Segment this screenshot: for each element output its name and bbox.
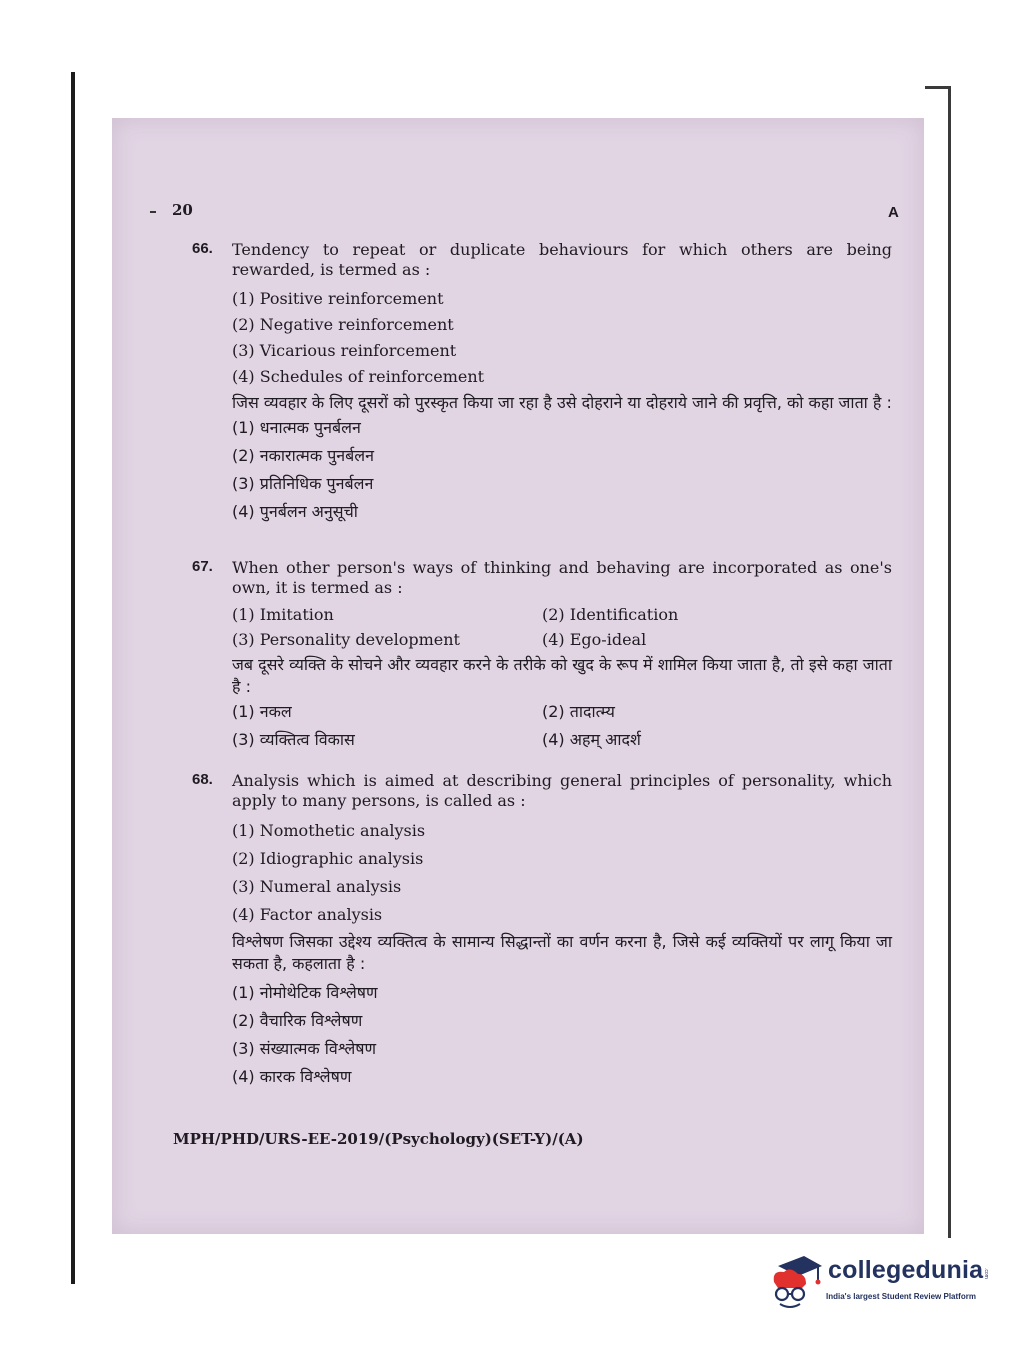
option-4-hindi: (4) पुनर्बलन अनुसूची	[232, 502, 358, 521]
option-3-hindi: (3) संख्यात्मक विश्लेषण	[232, 1039, 377, 1058]
option-4-hindi: (4) कारक विश्लेषण	[232, 1067, 352, 1086]
option-1: (1) Positive reinforcement	[232, 289, 444, 308]
question-number: 66.	[192, 240, 213, 257]
question-text: When other person's ways of thinking and behaving are incorporated as one's own, it is termed as :	[232, 558, 892, 597]
option-3: (3) Personality development	[232, 630, 460, 649]
option-1-hindi: (1) नोमोथेटिक विश्लेषण	[232, 983, 378, 1002]
option-2-hindi: (2) वैचारिक विश्लेषण	[232, 1011, 363, 1030]
option-3: (3) Numeral analysis	[232, 877, 402, 896]
option-1: (1) Imitation	[232, 605, 334, 624]
question-68	[192, 771, 892, 1091]
logo-tagline: India's largest Student Review Platform	[826, 1292, 976, 1301]
option-3: (3) Vicarious reinforcement	[232, 341, 457, 360]
question-text-hindi: विश्लेषण जिसका उद्देश्य व्यक्तित्व के सामान्य सिद्धान्तों का वर्णन करना है, जिसे कई व्यक्तियों पर लागू किया जा सकता है, कहलाता है :	[232, 932, 892, 973]
option-2: (2) Identification	[542, 605, 679, 624]
scan-edge-left	[71, 72, 75, 1284]
options-row-2-hindi	[232, 726, 892, 754]
set-letter: A	[888, 204, 899, 221]
option-4: (4) Factor analysis	[232, 905, 383, 924]
options-row-2	[232, 627, 892, 652]
paper-code-footer: MPH/PHD/URS-EE-2019/(Psychology)(SET-Y)/(A)	[173, 1130, 584, 1148]
option-4: (4) Ego-ideal	[542, 630, 647, 649]
option-1-hindi: (1) नकल	[232, 702, 292, 721]
options-row-1	[232, 602, 892, 627]
question-text: Analysis which is aimed at describing general principles of personality, which apply to many persons, is called as :	[232, 771, 892, 810]
question-text-hindi: जिस व्यवहार के लिए दूसरों को पुरस्कृत किया जा रहा है उसे दोहराने या दोहराये जाने की प्रवृत्ति, को कहा जाता है :	[232, 393, 892, 412]
scan-edge-right	[948, 88, 951, 1238]
question-67	[192, 558, 892, 754]
question-text-hindi: जब दूसरे व्यक्ति के सोचने और व्यवहार करने के तरीके को खुद के रूप में शामिल किया जाता है, तो इसे कहा जाता है :	[232, 655, 892, 696]
option-2: (2) Idiographic analysis	[232, 849, 424, 868]
option-2: (2) Negative reinforcement	[232, 315, 454, 334]
option-1-hindi: (1) धनात्मक पुनर्बलन	[232, 418, 361, 437]
question-number: 68.	[192, 771, 213, 788]
option-3-hindi: (3) प्रतिनिधिक पुनर्बलन	[232, 474, 374, 493]
question-66	[192, 240, 892, 526]
logo-suffix: .com	[983, 1268, 989, 1279]
option-1: (1) Nomothetic analysis	[232, 821, 426, 840]
option-4: (4) Schedules of reinforcement	[232, 367, 485, 386]
logo-name: collegedunia	[828, 1256, 984, 1284]
option-2-hindi: (2) तादात्म्य	[542, 702, 615, 721]
option-3-hindi: (3) व्यक्तित्व विकास	[232, 730, 355, 749]
question-number: 67.	[192, 558, 213, 575]
collegedunia-watermark[interactable]	[768, 1252, 993, 1312]
graduate-mascot-icon	[768, 1252, 824, 1312]
margin-mark	[150, 211, 156, 213]
page-number: 20	[172, 201, 193, 219]
option-4-hindi: (4) अहम् आदर्श	[542, 730, 641, 749]
options-row-1-hindi	[232, 698, 892, 726]
option-2-hindi: (2) नकारात्मक पुनर्बलन	[232, 446, 375, 465]
question-text: Tendency to repeat or duplicate behaviours for which others are being rewarded, is termed as :	[232, 240, 892, 279]
